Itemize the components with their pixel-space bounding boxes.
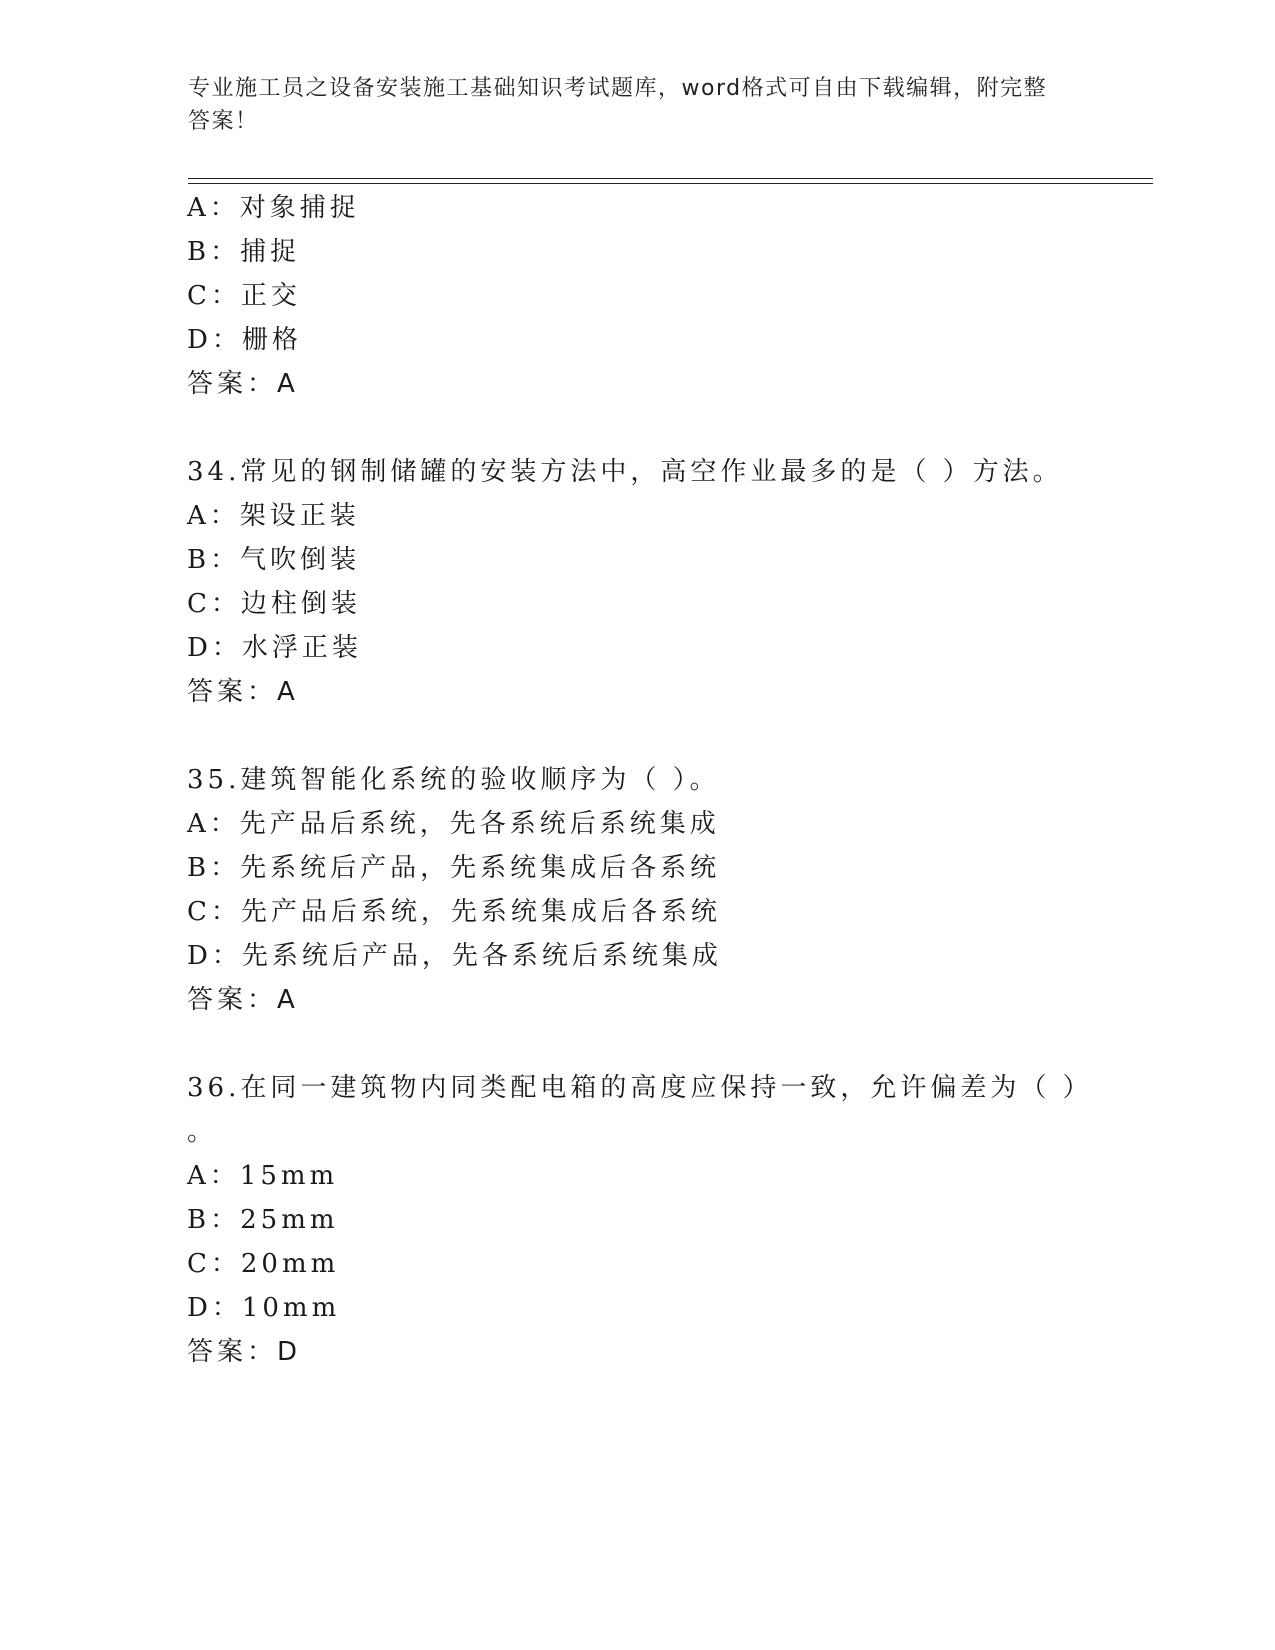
header-divider-top: [188, 178, 1153, 179]
option-a: A：15mm: [187, 1161, 339, 1191]
option-d: D：栅格: [187, 325, 302, 355]
question-stem: 36.在同一建筑物内同类配电箱的高度应保持一致，允许偏差为（ ）: [187, 1073, 1093, 1103]
answer: 答案：D: [187, 1337, 302, 1367]
option-a: A：先产品后系统，先各系统后系统集成: [187, 809, 720, 839]
answer: 答案：A: [187, 985, 299, 1015]
answer: 答案：A: [187, 677, 299, 707]
option-b: B：气吹倒装: [187, 545, 361, 575]
option-b: B：捕捉: [187, 237, 301, 267]
document-header: 专业施工员之设备安装施工基础知识考试题库，word格式可自由下载编辑，附完整答案！: [188, 76, 1048, 134]
option-a: A：对象捕捉: [187, 193, 360, 223]
option-d: D：10mm: [187, 1293, 341, 1323]
option-a: A：架设正装: [187, 501, 360, 531]
option-d: D：先系统后产品，先各系统后系统集成: [187, 941, 722, 971]
question-stem: 34.常见的钢制储罐的安装方法中，高空作业最多的是（ ）方法。: [187, 457, 1063, 487]
option-c: C：边柱倒装: [187, 589, 361, 619]
option-c: C：20mm: [187, 1249, 340, 1279]
option-b: B：先系统后产品，先系统集成后各系统: [187, 853, 721, 883]
option-c: C：先产品后系统，先系统集成后各系统: [187, 897, 721, 927]
option-b: B：25mm: [187, 1205, 339, 1235]
question-stem: 35.建筑智能化系统的验收顺序为（ ）。: [187, 765, 720, 795]
question-stem-continuation: 。: [187, 1117, 218, 1147]
answer: 答案：A: [187, 369, 299, 399]
option-d: D：水浮正装: [187, 633, 362, 663]
option-c: C：正交: [187, 281, 301, 311]
header-divider-bottom: [188, 183, 1153, 184]
